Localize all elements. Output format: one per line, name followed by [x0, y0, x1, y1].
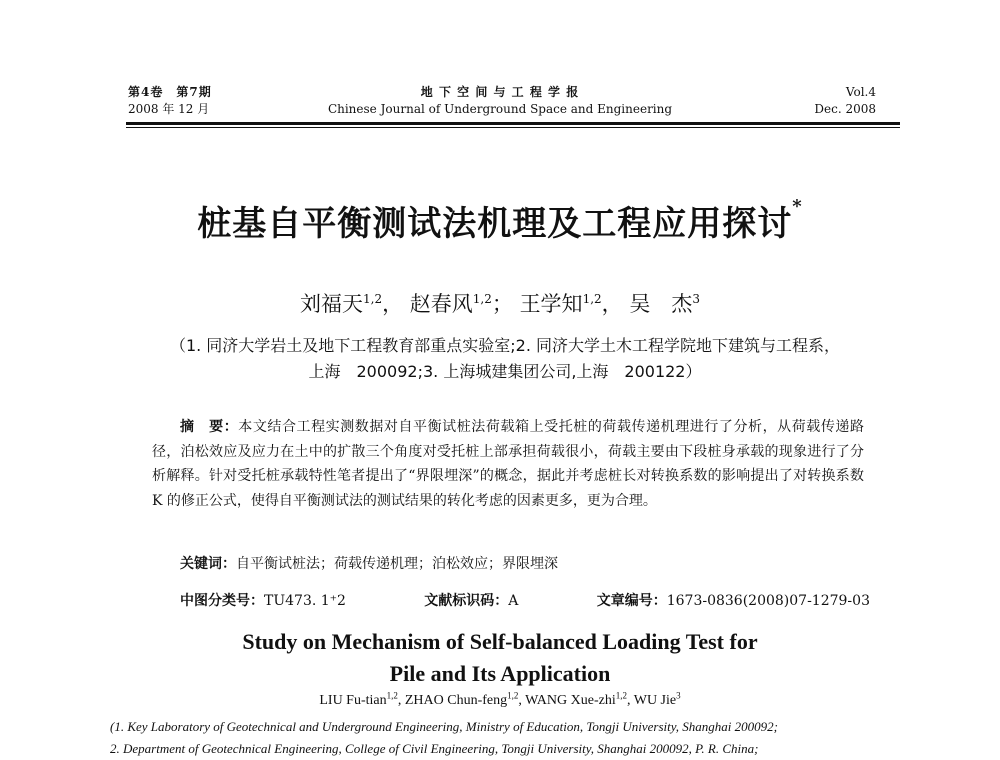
affiliation-en-line: (1. Key Laboratory of Geotechnical and Underground Engineering, Ministry of Education, Tongji University, Shanghai 200092; — [110, 719, 778, 734]
author-en: WANG Xue-zhi$^{1,2}$, — [525, 690, 634, 708]
affiliation-cn-line: 上海 200092;3. 上海城建集团公司,上海 200122） — [308, 362, 702, 381]
header-rule-thin — [126, 127, 900, 128]
document-code: 文献标识码：A — [424, 593, 519, 609]
title-cn-text: 桩基自平衡测试法机理及工程应用探讨 — [197, 204, 793, 244]
title-en-line: Pile and Its Application — [389, 661, 611, 686]
paper-title-cn — [0, 196, 1000, 245]
header-rule-thick — [126, 122, 900, 125]
journal-name-en: Chinese Journal of Underground Space and Engineering — [327, 102, 673, 116]
header-right — [814, 84, 876, 118]
author-en: WU Jie$^3$ — [633, 690, 681, 708]
volume-en: Vol.4 — [845, 85, 876, 99]
author-cn: 王学知$^{1,2}$， — [519, 292, 623, 316]
author-cn: 赵春风$^{1,2}$； — [409, 292, 513, 316]
clc-number: 中图分类号：TU473. 1⁺2 — [180, 593, 346, 609]
journal-name-cn: 地 下 空 间 与 工 程 学 报 — [420, 85, 580, 99]
author-cn: 吴 杰$^3$ — [629, 292, 700, 316]
header-center — [300, 84, 700, 118]
author-cn: 刘福天$^{1,2}$， — [300, 292, 404, 316]
author-en: ZHAO Chun-feng$^{1,2}$, — [404, 690, 526, 708]
affiliation-cn-line: （1. 同济大学岩土及地下工程教育部重点实验室;2. 同济大学土木工程学院地下建筑与工程系， — [169, 336, 841, 355]
volume-issue: 第4卷 第7期 — [128, 85, 212, 99]
authors-cn — [0, 288, 1000, 318]
abstract-text: 本文结合工程实测数据对自平衡试桩法荷载箱上受托桩的荷载传递机理进行了分析，从荷载传递路径，泊松效应及应力在土中的扩散三个角度对受托桩上部承担荷载很小，荷载主要由下段桩身承载的现象进行了分析解释。针对受托桩承载特性笔者提出了“界限埋深”的概念，据此并考虑桩长对转换系数的影响提出了对转换系数 K 的修正公式，使得自平衡测试法的测试结果的转化考虑的因素更多，更为合理。 — [152, 419, 865, 509]
affiliation-en-line: 2. Department of Geotechnical Engineering, College of Civil Engineering, Tongji University, Shanghai 200092, P. R. China; — [110, 741, 759, 756]
article-number: 文章编号：1673-0836(2008)07-1279-03 — [596, 593, 870, 609]
keywords-cn — [180, 553, 558, 573]
authors-en — [0, 690, 1000, 709]
affiliations-en — [110, 716, 910, 760]
affiliations-cn — [130, 333, 880, 385]
abstract-cn — [152, 415, 864, 513]
abstract-label: 摘 要： — [180, 419, 239, 435]
classification-line — [180, 590, 870, 610]
title-en-line: Study on Mechanism of Self-balanced Loading Test for — [242, 629, 758, 654]
date-cn: 2008 年 12 月 — [128, 102, 210, 116]
header-left — [128, 84, 212, 118]
date-en: Dec. 2008 — [814, 102, 876, 116]
title-footnote-mark: * — [792, 196, 803, 217]
paper-title-en — [0, 626, 1000, 690]
keywords-label: 关键词： — [180, 556, 236, 572]
author-en: LIU Fu-tian$^{1,2}$, — [319, 690, 405, 708]
keywords-text: 自平衡试桩法；荷载传递机理；泊松效应；界限埋深 — [236, 556, 558, 572]
